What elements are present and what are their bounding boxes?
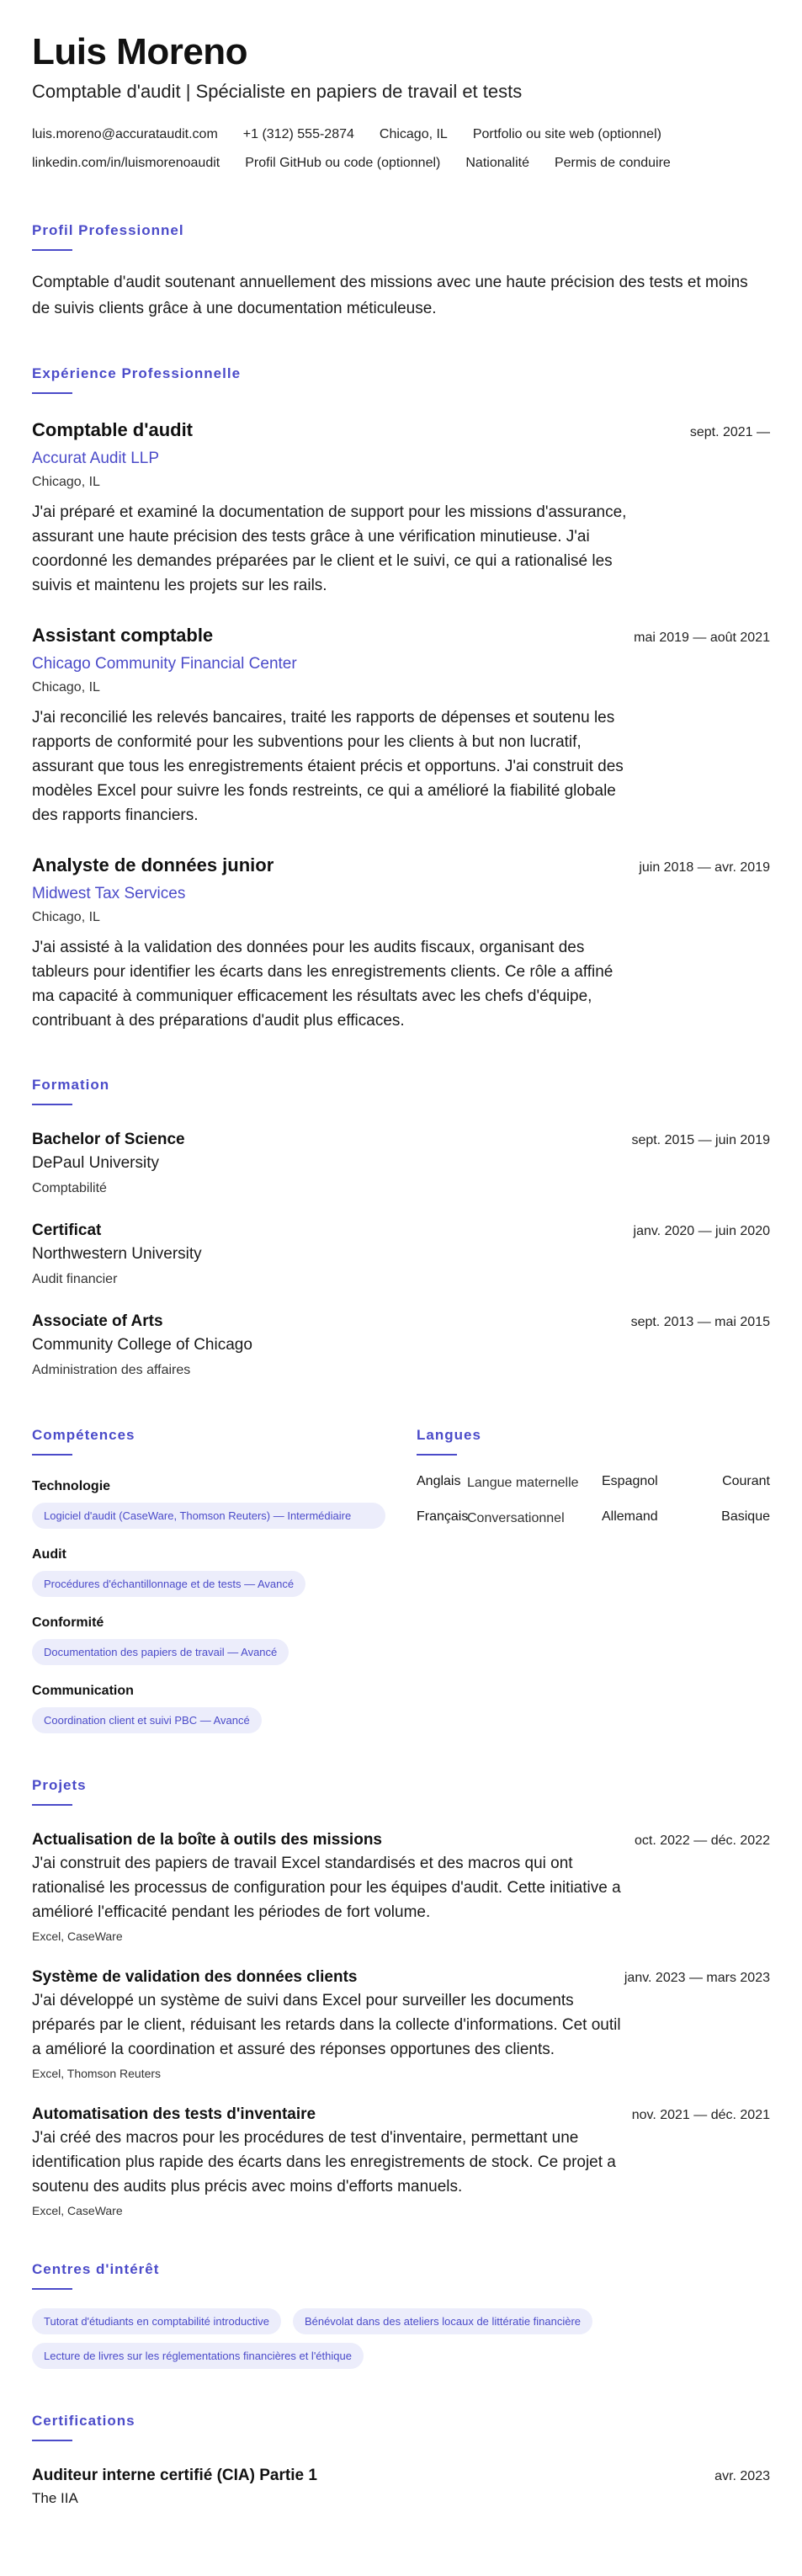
- language-item: [602, 1474, 770, 1493]
- section-title-experience: Expérience Professionnelle: [32, 365, 242, 382]
- language-row: [417, 1474, 770, 1493]
- contact-github[interactable]: Profil GitHub ou code (optionnel): [245, 156, 441, 171]
- job-title: Assistant comptable: [32, 625, 214, 647]
- interest-chip: Tutorat d'étudiants en comptabilité introductive: [32, 2308, 281, 2334]
- interest-chip: Bénévolat dans des ateliers locaux de littératie financière: [293, 2308, 592, 2334]
- section-title-certifications: Certifications: [32, 2413, 135, 2430]
- language-list: [417, 1474, 770, 1528]
- section-title-interests: Centres d'intérêt: [32, 2261, 160, 2278]
- language-name: Allemand: [602, 1509, 658, 1525]
- job-dates: mai 2019 — août 2021: [634, 631, 770, 646]
- project-entry: [32, 2105, 770, 2217]
- project-title: Automatisation des tests d'inventaire: [32, 2105, 316, 2124]
- section-divider: [32, 249, 72, 251]
- skill-category: Technologie: [32, 1479, 111, 1494]
- languages-section: [417, 1427, 770, 1733]
- job-location: Chicago, IL: [32, 910, 100, 925]
- education-entry: [32, 1221, 770, 1287]
- language-item: [602, 1509, 770, 1528]
- interests-section: [32, 2261, 770, 2369]
- certification-date: avr. 2023: [714, 2469, 770, 2484]
- skills-languages-row: [32, 1427, 770, 1733]
- skill-group: [32, 1479, 385, 1529]
- certification-issuer: The IIA: [32, 2490, 78, 2507]
- section-divider: [32, 1454, 72, 1456]
- job-dates: juin 2018 — avr. 2019: [639, 860, 770, 876]
- language-name: Espagnol: [602, 1474, 658, 1489]
- section-title-education: Formation: [32, 1077, 110, 1094]
- skill-category: Communication: [32, 1684, 134, 1699]
- skill-chip: Logiciel d'audit (CaseWare, Thomson Reuters) — Intermédiaire: [32, 1503, 385, 1529]
- education-degree: Bachelor of Science: [32, 1131, 185, 1149]
- project-entry: [32, 1831, 770, 1943]
- project-description: J'ai développé un système de suivi dans Excel pour surveiller les documents préparés par le client, réduisant les retards dans la collecte d'informations. Cet outil a amélioré la coordination et assuré des réponses opportunes des clients.: [32, 1992, 621, 2059]
- language-row: [417, 1509, 770, 1528]
- contact-nationality: Nationalité: [465, 156, 529, 171]
- section-divider: [32, 2288, 72, 2290]
- section-divider: [32, 2440, 72, 2441]
- section-divider: [32, 1804, 72, 1806]
- education-degree: Associate of Arts: [32, 1312, 163, 1331]
- project-title: Actualisation de la boîte à outils des missions: [32, 1831, 382, 1850]
- interest-chip: Lecture de livres sur les réglementations financières et l'éthique: [32, 2343, 364, 2369]
- job-description: J'ai assisté à la validation des données pour les audits fiscaux, organisant des tableurs pour identifier les écarts dans les enregistrements clients. Ce rôle a affiné ma capacité à communiquer efficacement les résultats avec les chefs d'équipe, contribuant à des préparations d'audit plus efficaces.: [32, 939, 613, 1030]
- project-description: J'ai construit des papiers de travail Excel standardisés et des macros qui ont rationalisé les processus de configuration pour les équipes d'audit. Cette initiative a amélioré l'efficacité pendant les périodes de fort volume.: [32, 1855, 621, 1922]
- job-description: J'ai préparé et examiné la documentation de support pour les missions d'assurance, assurant une haute précision des tests grâce à une vérification minutieuse. J'ai coordonné les demandes préparées par le client et le suivi, ce qui a rationalisé les suivis et maintenu les projets sur les rails.: [32, 503, 627, 595]
- job-title: Analyste de données junior: [32, 854, 274, 876]
- language-level: Conversationnel: [467, 1511, 565, 1526]
- skills-section: [32, 1427, 385, 1733]
- candidate-headline: Comptable d'audit | Spécialiste en papiers de travail et tests: [32, 81, 523, 103]
- project-tech: Excel, CaseWare: [32, 1929, 123, 1944]
- education-field: Administration des affaires: [32, 1363, 191, 1378]
- project-tech: Excel, CaseWare: [32, 2204, 123, 2218]
- skill-group: [32, 1684, 385, 1733]
- experience-section: [32, 365, 770, 1033]
- certifications-section: [32, 2413, 770, 2507]
- education-field: Comptabilité: [32, 1181, 107, 1196]
- section-title-projects: Projets: [32, 1777, 87, 1794]
- education-school: DePaul University: [32, 1154, 159, 1173]
- contact-portfolio[interactable]: Portfolio ou site web (optionnel): [472, 127, 661, 142]
- education-dates: sept. 2015 — juin 2019: [631, 1133, 770, 1148]
- language-item: [417, 1474, 585, 1493]
- skill-group: [32, 1547, 385, 1597]
- education-entry: [32, 1131, 770, 1196]
- job-entry: [32, 625, 770, 828]
- job-description: J'ai reconcilié les relevés bancaires, traité les rapports de dépenses et soutenu les rapports de conformité pour les subventions pour les clients à but non lucratif, assurant que tous les enregistrements étaient précis et opportuns. J'ai construit des modèles Excel pour suivre les fonds restreints, ce qui a amélioré la fiabilité globale des rapports financiers.: [32, 709, 624, 825]
- project-dates: oct. 2022 — déc. 2022: [635, 1834, 770, 1849]
- candidate-name: Luis Moreno: [32, 31, 248, 72]
- language-name: Anglais: [417, 1474, 461, 1489]
- section-divider: [32, 392, 72, 394]
- contact-linkedin[interactable]: linkedin.com/in/luismorenoaudit: [32, 156, 220, 171]
- education-school: Northwestern University: [32, 1245, 202, 1264]
- education-school: Community College of Chicago: [32, 1336, 252, 1355]
- certification-entry: [32, 2467, 770, 2507]
- job-location: Chicago, IL: [32, 475, 100, 490]
- resume-header: [32, 32, 770, 173]
- projects-section: [32, 1777, 770, 2217]
- contact-list: [32, 125, 770, 173]
- contact-location: Chicago, IL: [379, 127, 448, 142]
- contact-license: Permis de conduire: [554, 156, 671, 171]
- job-company: Midwest Tax Services: [32, 885, 186, 903]
- job-entry: [32, 854, 770, 1033]
- interest-list: [32, 2308, 770, 2369]
- education-dates: sept. 2013 — mai 2015: [630, 1315, 770, 1330]
- project-title: Système de validation des données clients: [32, 1968, 358, 1987]
- language-item: [417, 1509, 585, 1528]
- education-section: [32, 1077, 770, 1378]
- profile-section: [32, 222, 770, 322]
- education-field: Audit financier: [32, 1272, 118, 1287]
- skill-chip: Coordination client et suivi PBC — Avancé: [32, 1707, 262, 1733]
- contact-email[interactable]: luis.moreno@accurataudit.com: [32, 127, 218, 142]
- job-title: Comptable d'audit: [32, 419, 194, 441]
- skill-chip: Documentation des papiers de travail — Avancé: [32, 1639, 289, 1665]
- language-level: Basique: [721, 1509, 770, 1525]
- certification-title: Auditeur interne certifié (CIA) Partie 1: [32, 2467, 317, 2485]
- language-name: Français: [417, 1509, 469, 1525]
- job-company: Chicago Community Financial Center: [32, 655, 297, 673]
- skill-chip: Procédures d'échantillonnage et de tests — Avancé: [32, 1571, 305, 1597]
- project-entry: [32, 1968, 770, 2080]
- project-dates: janv. 2023 — mars 2023: [624, 1971, 770, 1986]
- skill-category: Conformité: [32, 1615, 104, 1631]
- job-location: Chicago, IL: [32, 680, 100, 695]
- language-level: Langue maternelle: [467, 1476, 579, 1491]
- skill-category: Audit: [32, 1547, 66, 1562]
- skill-group: [32, 1615, 385, 1665]
- job-entry: [32, 419, 770, 598]
- profile-summary: Comptable d'audit soutenant annuellement des missions avec une haute précision des tests et moins de suivis clients grâce à une documentation méticuleuse.: [32, 274, 748, 318]
- project-tech: Excel, Thomson Reuters: [32, 2067, 162, 2081]
- job-company: Accurat Audit LLP: [32, 450, 160, 468]
- education-degree: Certificat: [32, 1221, 102, 1240]
- project-description: J'ai créé des macros pour les procédures de test d'inventaire, permettant une identification plus rapide des écarts dans les enregistrements de stock. Ce projet a soutenu des audits plus précis avec moins d'efforts manuels.: [32, 2129, 616, 2196]
- project-dates: nov. 2021 — déc. 2021: [631, 2108, 770, 2123]
- section-title-profile: Profil Professionnel: [32, 222, 184, 239]
- language-level: Courant: [722, 1474, 770, 1489]
- section-title-languages: Langues: [417, 1427, 481, 1444]
- section-divider: [417, 1454, 457, 1456]
- section-title-skills: Compétences: [32, 1427, 135, 1444]
- contact-phone[interactable]: +1 (312) 555-2874: [242, 127, 354, 142]
- job-dates: sept. 2021 —: [689, 425, 770, 440]
- education-entry: [32, 1312, 770, 1378]
- education-dates: janv. 2020 — juin 2020: [633, 1224, 770, 1239]
- section-divider: [32, 1104, 72, 1105]
